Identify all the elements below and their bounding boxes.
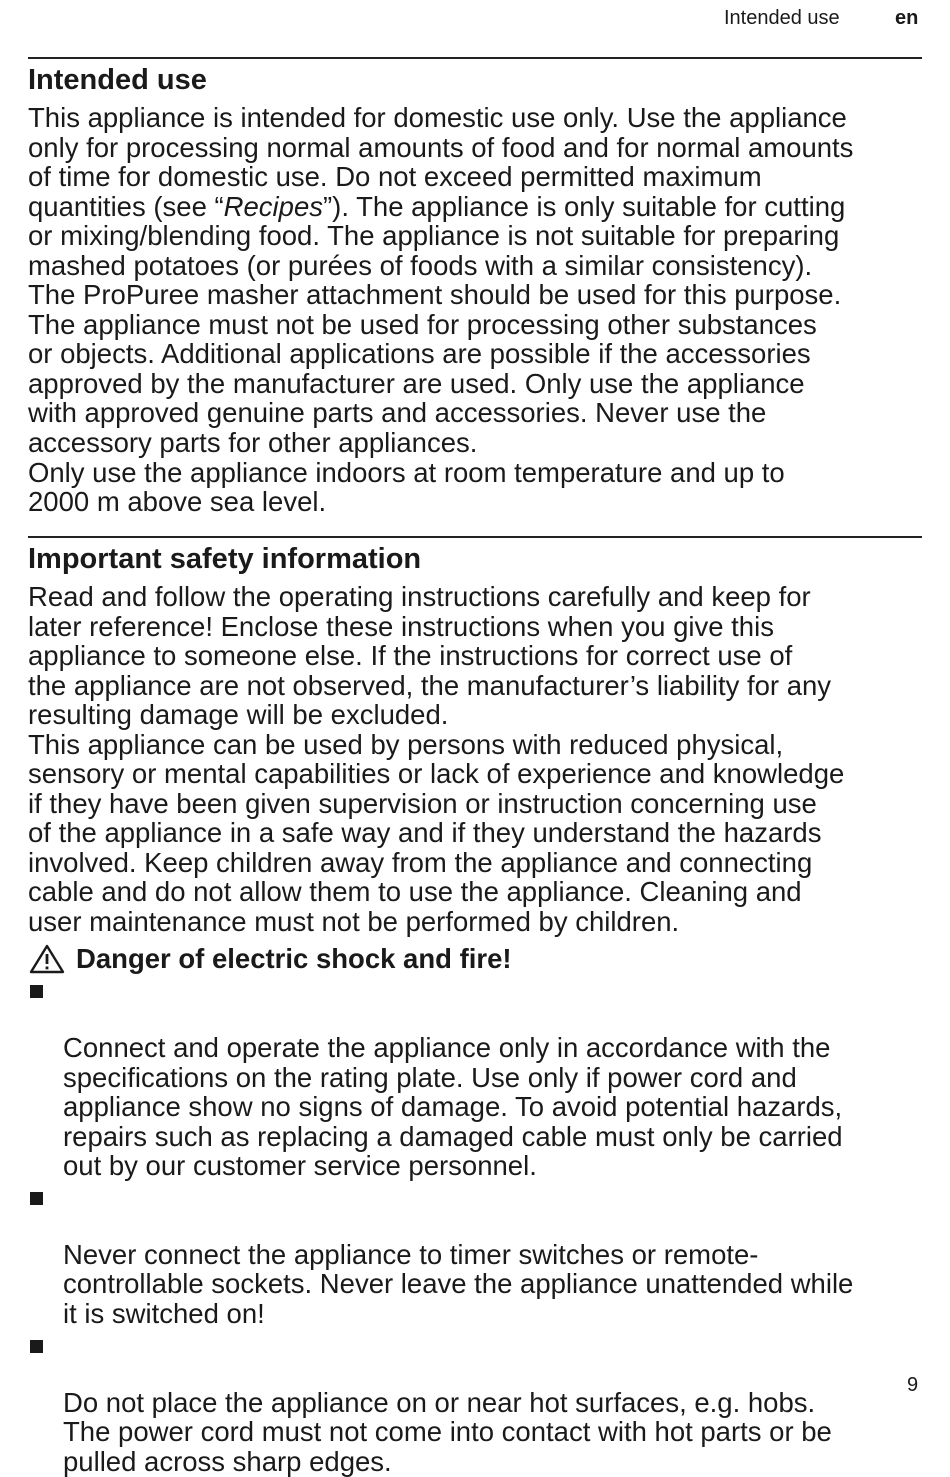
list-item <box>28 974 928 1181</box>
page-header <box>0 7 950 31</box>
recipes-reference: Recipes <box>223 190 324 222</box>
bullet-square-icon <box>30 985 43 998</box>
safety-body: Read and follow the operating instructions carefully and keep for later reference! Enclose these instructions when you give this appliance to someone else. If the instructions for correct use of the appliance are not observed, the manufacturer’s liability for any resulting damage will be excluded. This appliance can be used by persons with reduced physical, sensory or mental capabilities or lack of experience and knowledge if they have been given supervision or instruction concerning use of the appliance in a safe way and if they understand the hazards involved. Keep children away from the appliance and connecting cable and do not allow them to use the appliance. Cleaning and user maintenance must not be performed by children. <box>28 581 845 938</box>
intended-use-body <box>28 103 928 517</box>
bullet-square-icon <box>30 1340 43 1353</box>
intended-use-heading: Intended use <box>28 64 207 96</box>
warning-text: Danger of electric shock and fire! <box>76 943 512 974</box>
header-section-title: Intended use <box>724 7 840 29</box>
list-item <box>28 1181 928 1329</box>
divider <box>28 536 922 538</box>
page-number: 9 <box>907 1374 919 1396</box>
divider <box>28 57 922 59</box>
header-language: en <box>895 7 919 29</box>
list-item-text: Never connect the appliance to timer switches or remote- controllable sockets. Never leave the appliance unattended while it is switched on! <box>63 1238 854 1330</box>
list-item <box>28 1329 928 1477</box>
bullet-square-icon <box>30 1192 43 1205</box>
list-item-text: Do not place the appliance on or near hot surfaces, e.g. hobs. The power cord must not come into contact with hot parts or be pulled across sharp edges. <box>63 1386 832 1477</box>
list-item-text: Connect and operate the appliance only in accordance with the specifications on the rating plate. Use only if power cord and appliance show no signs of damage. To avoid potential hazards, repairs such as replacing a damaged cable must only be carried out by our customer service personnel. <box>63 1032 843 1182</box>
intended-use-text: This appliance is intended for domestic use only. Use the appliance only for processing normal amounts of food and for normal amounts of time for domestic use. Do not exceed permitted maximum quantities (see “Recipes”). The appliance is only suitable for cutting or mixing/blending food. The appliance is not suitable for preparing mashed potatoes (or purées of foods with a similar consistency). The ProPuree masher attachment should be used for this purpose. The appliance must not be used for processing other substances or objects. Additional applications are possible if the accessories approved by the manufacturer are used. Only use the appliance with approved genuine parts and accessories. Never use the accessory parts for other appliances. Only use the appliance indoors at room temperature and up to 2000 m above sea level. <box>28 102 854 518</box>
safety-heading: Important safety information <box>28 543 422 575</box>
safety-bullet-list <box>28 974 928 1476</box>
warning-triangle-icon <box>28 943 66 975</box>
